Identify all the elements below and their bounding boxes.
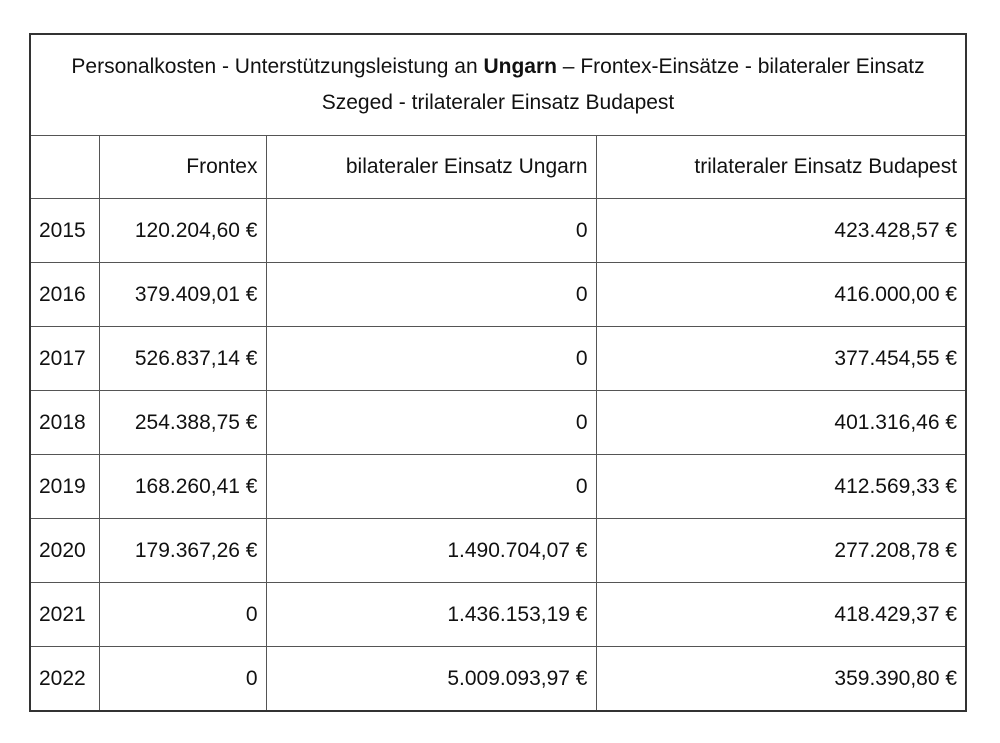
bilateral-cell: 0: [266, 455, 596, 519]
bilateral-cell: 5.009.093,97 €: [266, 647, 596, 712]
header-frontex: Frontex: [99, 136, 266, 199]
trilateral-cell: 412.569,33 €: [596, 455, 966, 519]
year-cell: 2022: [30, 647, 99, 712]
trilateral-cell: 418.429,37 €: [596, 583, 966, 647]
bilateral-cell: 1.436.153,19 €: [266, 583, 596, 647]
trilateral-cell: 423.428,57 €: [596, 199, 966, 263]
year-cell: 2017: [30, 327, 99, 391]
year-cell: 2021: [30, 583, 99, 647]
trilateral-cell: 277.208,78 €: [596, 519, 966, 583]
title-country: Ungarn: [483, 55, 557, 78]
table-row: [30, 199, 966, 263]
personnel-cost-table: [29, 33, 967, 712]
trilateral-cell: 401.316,46 €: [596, 391, 966, 455]
title-text-part2: – Frontex-Einsätze - bilateraler Einsatz Szeged - trilateraler Einsatz Budapest: [321, 55, 925, 114]
table-row: [30, 391, 966, 455]
frontex-cell: 0: [99, 647, 266, 712]
trilateral-cell: 377.454,55 €: [596, 327, 966, 391]
header-trilateral: trilateraler Einsatz Budapest: [596, 136, 966, 199]
frontex-cell: 179.367,26 €: [99, 519, 266, 583]
bilateral-cell: 1.490.704,07 €: [266, 519, 596, 583]
year-cell: 2020: [30, 519, 99, 583]
table-row: [30, 583, 966, 647]
title-row: [30, 34, 966, 136]
frontex-cell: 254.388,75 €: [99, 391, 266, 455]
table-row: [30, 455, 966, 519]
title-text-part1: Personalkosten - Unterstützungsleistung an: [71, 55, 484, 78]
trilateral-cell: 359.390,80 €: [596, 647, 966, 712]
table-row: [30, 327, 966, 391]
bilateral-cell: 0: [266, 263, 596, 327]
bilateral-cell: 0: [266, 199, 596, 263]
trilateral-cell: 416.000,00 €: [596, 263, 966, 327]
table-row: [30, 519, 966, 583]
frontex-cell: 379.409,01 €: [99, 263, 266, 327]
year-cell: 2018: [30, 391, 99, 455]
table-title: [30, 34, 966, 136]
frontex-cell: 0: [99, 583, 266, 647]
frontex-cell: 526.837,14 €: [99, 327, 266, 391]
year-cell: 2016: [30, 263, 99, 327]
year-cell: 2019: [30, 455, 99, 519]
header-row: [30, 136, 966, 199]
frontex-cell: 168.260,41 €: [99, 455, 266, 519]
header-bilateral: bilateraler Einsatz Ungarn: [266, 136, 596, 199]
table-row: [30, 647, 966, 712]
table-row: [30, 263, 966, 327]
year-cell: 2015: [30, 199, 99, 263]
bilateral-cell: 0: [266, 391, 596, 455]
bilateral-cell: 0: [266, 327, 596, 391]
frontex-cell: 120.204,60 €: [99, 199, 266, 263]
header-year: [30, 136, 99, 199]
